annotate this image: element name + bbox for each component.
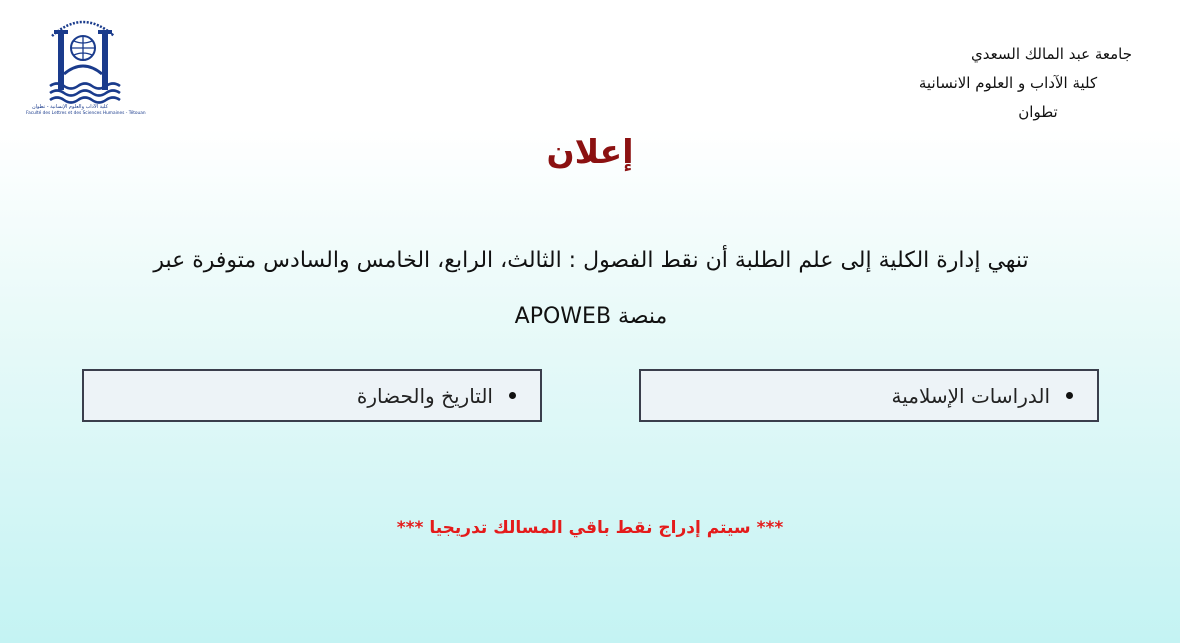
logo-emblem-icon: [24, 14, 142, 106]
bullet-icon: [509, 392, 516, 399]
announcement-body-line2: منصة APOWEB: [514, 304, 668, 329]
bullet-icon: [1066, 392, 1073, 399]
university-name: جامعة عبد المالك السعدي: [971, 45, 1132, 63]
program-card-history-civilization[interactable]: [82, 369, 542, 422]
logo-french-caption: Faculté des Lettres et des Sciences Humaines - Tétouan: [26, 111, 146, 116]
announcement-title: إعلان: [546, 132, 634, 171]
announcement-body-line1: تنهي إدارة الكلية إلى علم الطلبة أن نقط الفصول : الثالث، الرابع، الخامس والسادس متوفرة عبر: [153, 248, 1029, 273]
program-card-islamic-studies[interactable]: [639, 369, 1099, 422]
faculty-logo: [24, 14, 146, 124]
university-header: [858, 40, 1158, 127]
announcement-body: [44, 233, 1138, 345]
program-label: التاريخ والحضارة: [356, 383, 493, 408]
program-label: الدراسات الإسلامية: [891, 383, 1050, 408]
logo-arabic-caption: كلية الآداب والعلوم الإنسانية - تطوان: [32, 104, 108, 110]
notice-text: *** سيتم إدراج نقط باقي المسالك تدريجيا ***: [396, 518, 784, 538]
city-name: تطوان: [1018, 103, 1058, 121]
faculty-name: كلية الآداب و العلوم الانسانية: [918, 74, 1098, 92]
